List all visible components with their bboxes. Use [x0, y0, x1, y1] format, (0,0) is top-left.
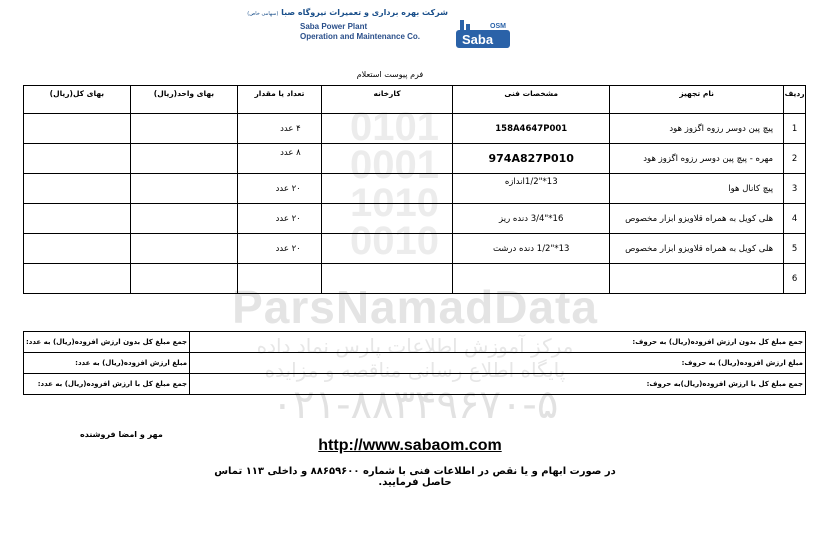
- equipment-name: هلی کویل به همراه قلاویزو ابزار مخصوص: [610, 234, 784, 264]
- watermark-brand: ParsNamadData: [232, 281, 598, 333]
- header-quantity: تعداد یا مقدار: [238, 86, 322, 114]
- tech-spec: 13*"1/2 دنده درشت: [453, 234, 610, 264]
- unit-price: [130, 114, 237, 144]
- watermark-line-2: پایگاه اطلاع رسانی مناقصه و مزایده: [264, 358, 566, 382]
- equipment-name: [610, 264, 784, 294]
- seller-signature-label: مهر و امضا فروشنده: [80, 430, 163, 439]
- equipment-name: پیچ پین دوسر رزوه اگزوز هود: [610, 114, 784, 144]
- totals-row: [24, 353, 806, 374]
- unit-price: [130, 204, 237, 234]
- header-equipment-name: نام تجهیز: [610, 86, 784, 114]
- unit-price: [130, 174, 237, 204]
- header-tech-spec: مشخصات فنی: [453, 86, 610, 114]
- company-name-en-line1: Saba Power Plant: [300, 22, 368, 31]
- table-row: [24, 144, 806, 174]
- header-unit-price: بهای واحد(ریال): [130, 86, 237, 114]
- row-number: 4: [784, 204, 806, 234]
- total-without-vat-words-label: جمع مبلغ کل بدون ارزش افزوده(ریال) به حروف:: [190, 332, 806, 353]
- watermark-binary-pattern: 0101 0001 1010 0010: [350, 105, 439, 263]
- watermark-line-1: مرکز آموزش اطلاعات پارس نماد داده: [256, 334, 574, 358]
- equipment-name: پیچ کانال هوا: [610, 174, 784, 204]
- manufacturer: [321, 234, 453, 264]
- manufacturer: [321, 114, 453, 144]
- table-row: [24, 264, 806, 294]
- tech-spec: 974A827P010: [453, 144, 610, 174]
- quantity: ۲۰ عدد: [238, 204, 322, 234]
- quantity: ۲۰ عدد: [238, 174, 322, 204]
- row-number: 1: [784, 114, 806, 144]
- unit-price: [130, 234, 237, 264]
- total-with-vat-number-label: جمع مبلغ کل با ارزش افزوده(ریال) به عدد:: [24, 374, 190, 395]
- total-price: [24, 174, 131, 204]
- watermark-phone: ۰۲۱-۸۸۳۴۹۶۷۰-۵: [271, 382, 559, 428]
- row-number: 5: [784, 234, 806, 264]
- total-price: [24, 204, 131, 234]
- equipment-name: مهره - پیچ پین دوسر رزوه اگزوز هود: [610, 144, 784, 174]
- table-header-row: [24, 86, 806, 114]
- header-manufacturer: کارخانه: [321, 86, 453, 114]
- logo-text: Saba: [462, 32, 494, 47]
- logo-top-text: OSM: [490, 23, 506, 30]
- totals-table: [23, 331, 806, 395]
- company-name-fa: شرکت بهره برداری و تعمیرات نیروگاه صبا (سهامی خاص): [247, 8, 448, 17]
- manufacturer: [321, 204, 453, 234]
- manufacturer: [321, 174, 453, 204]
- equipment-name: هلی کویل به همراه قلاویزو ابزار مخصوص: [610, 204, 784, 234]
- total-without-vat-number-label: جمع مبلغ کل بدون ارزش افزوده(ریال) به عدد:: [24, 332, 190, 353]
- company-note-fa: (سهامی خاص): [247, 11, 279, 17]
- tech-spec: 16*"3/4 دنده ریز: [453, 204, 610, 234]
- totals-row: [24, 332, 806, 353]
- header-row-number: ردیف: [784, 86, 806, 114]
- vat-words-label: مبلغ ارزش افزوده(ریال) به حروف:: [190, 353, 806, 374]
- total-price: [24, 234, 131, 264]
- table-row: [24, 234, 806, 264]
- quantity: ۸ عدد: [238, 144, 322, 174]
- unit-price: [130, 144, 237, 174]
- unit-price: [130, 264, 237, 294]
- total-price: [24, 114, 131, 144]
- total-price: [24, 264, 131, 294]
- website-link[interactable]: http://www.sabaom.com: [318, 437, 502, 454]
- total-with-vat-words-label: جمع مبلغ کل با ارزش افزوده(ریال)به حروف:: [190, 374, 806, 395]
- vat-number-label: مبلغ ارزش افزوده(ریال) به عدد:: [24, 353, 190, 374]
- tech-spec: 13*"1/2اندازه: [453, 174, 610, 204]
- table-row: [24, 204, 806, 234]
- saba-logo: [454, 16, 512, 56]
- contact-note: در صورت ابهام و یا نقص در اطلاعات فنی با شماره ۸۸۶۵۹۶۰۰ و داخلی ۱۱۳ تماس حاصل فرمایید.: [214, 466, 616, 488]
- table-row: [24, 114, 806, 144]
- quantity: ۲۰ عدد: [238, 234, 322, 264]
- total-price: [24, 144, 131, 174]
- manufacturer: [321, 264, 453, 294]
- tech-spec: [453, 264, 610, 294]
- quantity: [238, 264, 322, 294]
- row-number: 2: [784, 144, 806, 174]
- quantity: ۴ عدد: [238, 114, 322, 144]
- manufacturer: [321, 144, 453, 174]
- table-row: [24, 174, 806, 204]
- items-table: [23, 85, 806, 294]
- row-number: 6: [784, 264, 806, 294]
- form-title: فرم پیوست استعلام: [356, 70, 424, 79]
- totals-row: [24, 374, 806, 395]
- header-total-price: بهای کل(ریال): [24, 86, 131, 114]
- company-header: [247, 6, 512, 66]
- tech-spec: 158A4647P001: [453, 114, 610, 144]
- company-name-en-line2: Operation and Maintenance Co.: [300, 32, 421, 41]
- row-number: 3: [784, 174, 806, 204]
